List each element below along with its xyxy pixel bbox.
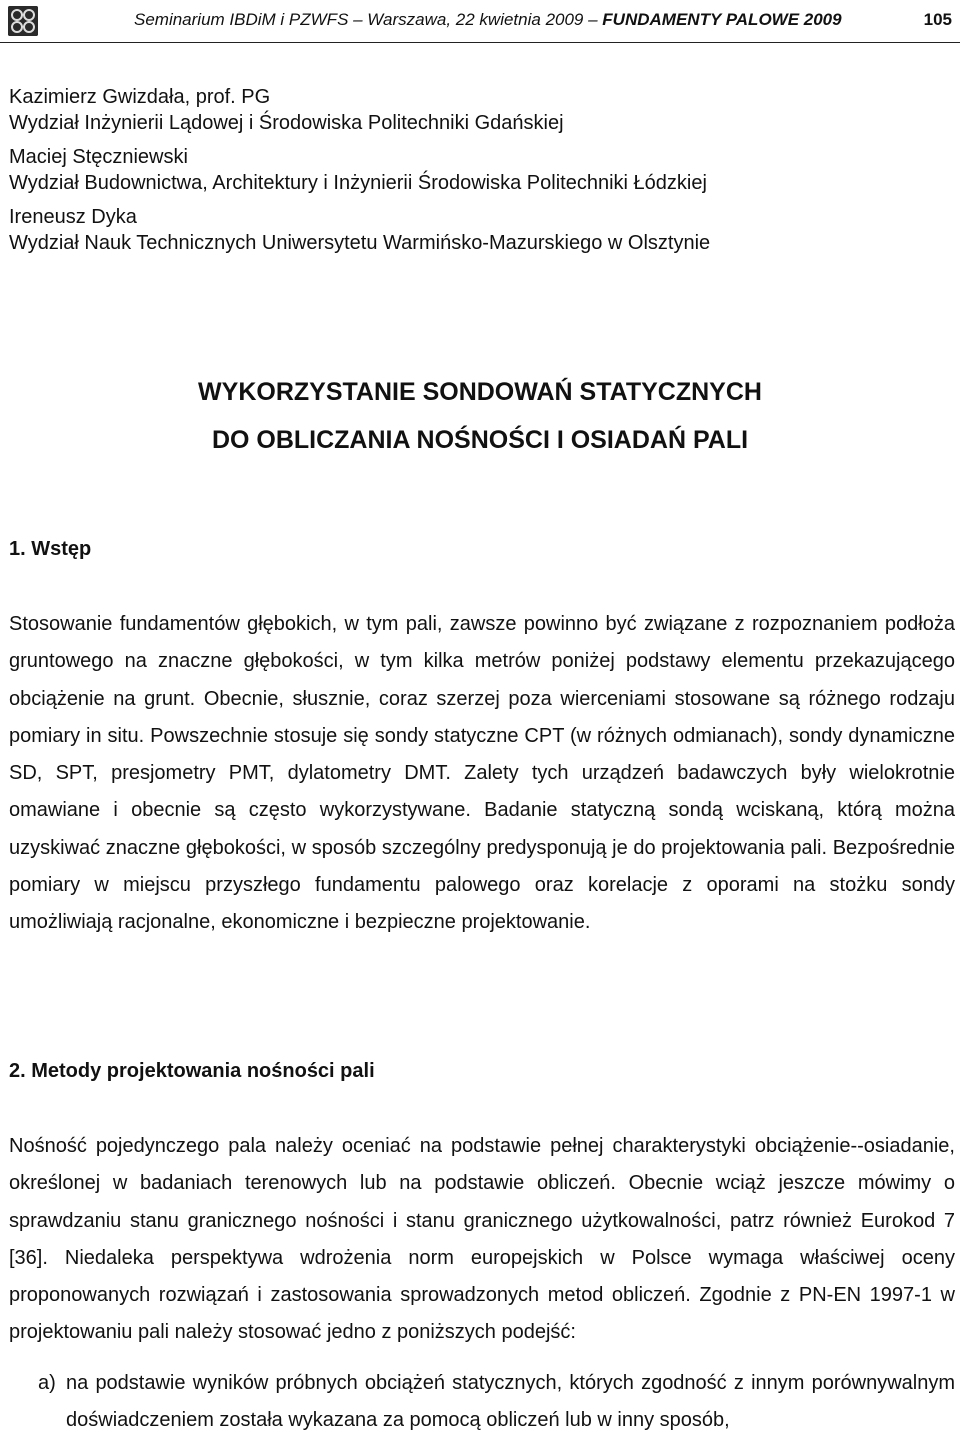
paper-title (0, 368, 960, 464)
logo-graphic (8, 6, 38, 36)
running-title (134, 10, 842, 30)
section-heading-methods: 2. Metody projektowania nośności pali (9, 1060, 375, 1082)
author-name: Maciej Stęczniewski (9, 146, 188, 168)
author-affiliation: Wydział Nauk Technicznych Uniwersytetu Warmińsko-Mazurskiego w Olsztynie (9, 232, 711, 254)
header-rule (0, 42, 960, 43)
running-title-bold: FUNDAMENTY PALOWE 2009 (602, 10, 842, 29)
author-entry (9, 84, 710, 136)
author-affiliation: Wydział Inżynierii Lądowej i Środowiska Politechniki Gdańskiej (9, 112, 564, 134)
page-number: 105 (923, 10, 952, 29)
author-name: Ireneusz Dyka (9, 206, 137, 228)
paper-title-line-1: WYKORZYSTANIE SONDOWAŃ STATYCZNYCH (198, 378, 762, 406)
authors-block (9, 84, 710, 264)
list-item-marker: a) (38, 1372, 56, 1394)
running-header (0, 0, 960, 44)
author-entry (9, 204, 710, 256)
seminar-logo-icon (8, 6, 38, 36)
author-name: Kazimierz Gwizdała, prof. PG (9, 86, 271, 108)
author-entry (9, 144, 710, 196)
section-paragraph-introduction: Stosowanie fundamentów głębokich, w tym pali, zawsze powinno być związane z rozpoznaniem podłoża gruntowego na znaczne głębokości, w tym kilka metrów poniżej podstawy elementu przekazującego obciążenie na grunt. Obecnie, słusznie, coraz szerzej poza wierceniami stosowane są różnego rodzaju pomiary in situ. Powszechnie stosuje się sondy statyczne CPT (w różnych odmianach), sondy dynamiczne SD, SPT, presjometry PMT, dylatometry DMT. Zalety tych urządzeń badawczych były wielokrotnie omawiane i obecnie są często wykorzystywane. Badanie statyczną sondą wciskaną, którą można uzyskiwać znaczne głębokości, w sposób szczególny predysponują je do projektowania pali. Bezpośrednie pomiary w miejscu przyszłego fundamentu palowego oraz korelacje z oporami na stożku sondy umożliwiają racjonalne, ekonomiczne i bezpieczne projektowanie. (9, 613, 955, 934)
list-item (38, 1365, 955, 1439)
running-title-prefix: Seminarium IBDiM i PZWFS – Warszawa, 22 kwietnia 2009 – (134, 10, 603, 29)
author-affiliation: Wydział Budownictwa, Architektury i Inżynierii Środowiska Politechniki Łódzkiej (9, 172, 707, 194)
section-paragraph-methods: Nośność pojedynczego pala należy oceniać na podstawie pełnej charakterystyki obciążenie--osiadanie, określonej w badaniach terenowych lub na podstawie obliczeń. Obecnie wciąż jeszcze mówimy o sprawdzaniu stanu granicznego nośności i stanu granicznego użytkowalności, patrz również Eurokod 7 [36]. Niedaleka perspektywa wdrożenia norm europejskich w Polsce wymaga właściwej oceny proponowanych rozwiązań i zastosowania sprowadzonych metod obliczeń. Zgodnie z PN-EN 1997-1 w projektowaniu pali należy stosować jedno z poniższych podejść: (9, 1135, 955, 1344)
paper-title-line-2: DO OBLICZANIA NOŚNOŚCI I OSIADAŃ PALI (211, 426, 749, 454)
section-heading-introduction: 1. Wstęp (9, 538, 92, 560)
list-item-text: na podstawie wyników próbnych obciążeń statycznych, których zgodność z innym porównywalnym doświadczeniem została wykazana za pomocą obliczeń lub w inny sposób, (66, 1372, 955, 1431)
